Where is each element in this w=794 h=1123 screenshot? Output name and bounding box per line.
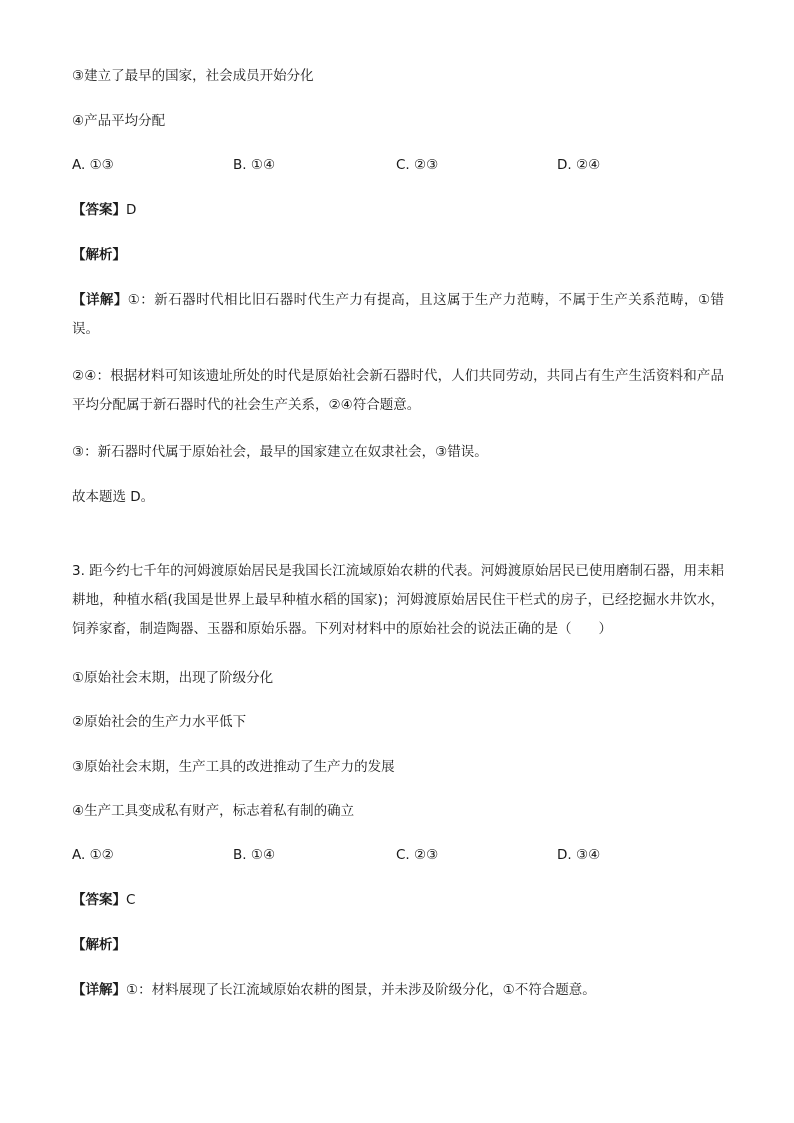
q3-choice-d: D. ③④ bbox=[557, 847, 601, 863]
analysis-tag: 【解析】 bbox=[72, 247, 126, 263]
option-item-4: ④产品平均分配 bbox=[72, 113, 166, 129]
explanation-paragraph-3: ③：新石器时代属于原始社会，最早的国家建立在奴隶社会，③错误。 bbox=[72, 444, 488, 460]
detail-text: ①：新石器时代相比旧石器时代生产力有提高，且这属于生产力范畴，不属于生产关系范畴，①错误。 bbox=[72, 292, 724, 337]
q3-analysis-heading bbox=[72, 935, 126, 955]
analysis-heading bbox=[72, 245, 126, 265]
q3-detail-paragraph bbox=[72, 980, 596, 1000]
q3-item-1: ①原始社会末期，出现了阶级分化 bbox=[72, 670, 274, 686]
choice-b: B. ①④ bbox=[233, 157, 276, 173]
q3-choice-b: B. ①④ bbox=[233, 847, 276, 863]
q3-detail-text: ①：材料展现了长江流域原始农耕的图景，并未涉及阶级分化，①不符合题意。 bbox=[126, 982, 596, 998]
choice-d: D. ②④ bbox=[557, 157, 601, 173]
q3-answer-tag: 【答案】 bbox=[72, 892, 126, 908]
q3-analysis-tag: 【解析】 bbox=[72, 937, 126, 953]
answer-line bbox=[72, 200, 136, 220]
q3-item-2: ②原始社会的生产力水平低下 bbox=[72, 714, 247, 730]
q3-item-3: ③原始社会末期，生产工具的改进推动了生产力的发展 bbox=[72, 759, 395, 775]
q3-answer-value: C bbox=[126, 892, 136, 908]
option-item-3: ③建立了最早的国家，社会成员开始分化 bbox=[72, 68, 314, 84]
q3-answer-line bbox=[72, 890, 135, 910]
q3-detail-tag: 【详解】 bbox=[72, 982, 126, 998]
answer-tag: 【答案】 bbox=[72, 202, 126, 218]
explanation-paragraph-2: ②④：根据材料可知该遗址所处的时代是原始社会新石器时代，人们共同劳动，共同占有生产生活资料和产品平均分配属于新石器时代的社会生产关系，②④符合题意。 bbox=[72, 368, 724, 413]
choice-c: C. ②③ bbox=[396, 157, 439, 173]
answer-value: D bbox=[126, 202, 137, 218]
question-3-stem: 3. 距今约七千年的河姆渡原始居民是我国长江流域原始农耕的代表。河姆渡原始居民已使用磨制石器，用耒耜耕地，种植水稻(我国是世界上最早种植水稻的国家)；河姆渡原始居民住干栏式的房子，已经挖掘水井饮水，饲养家畜，制造陶器、玉器和原始乐器。下列对材料中的原始社会的说法正确的是（ ） bbox=[72, 563, 724, 637]
q3-choice-a: A. ①② bbox=[72, 847, 114, 863]
choice-a: A. ①③ bbox=[72, 157, 114, 173]
q3-choice-c: C. ②③ bbox=[396, 847, 439, 863]
detail-tag: 【详解】 bbox=[72, 292, 128, 308]
detail-paragraph bbox=[72, 286, 724, 344]
conclusion-line: 故本题选 D。 bbox=[72, 489, 155, 505]
q3-item-4: ④生产工具变成私有财产，标志着私有制的确立 bbox=[72, 803, 355, 819]
